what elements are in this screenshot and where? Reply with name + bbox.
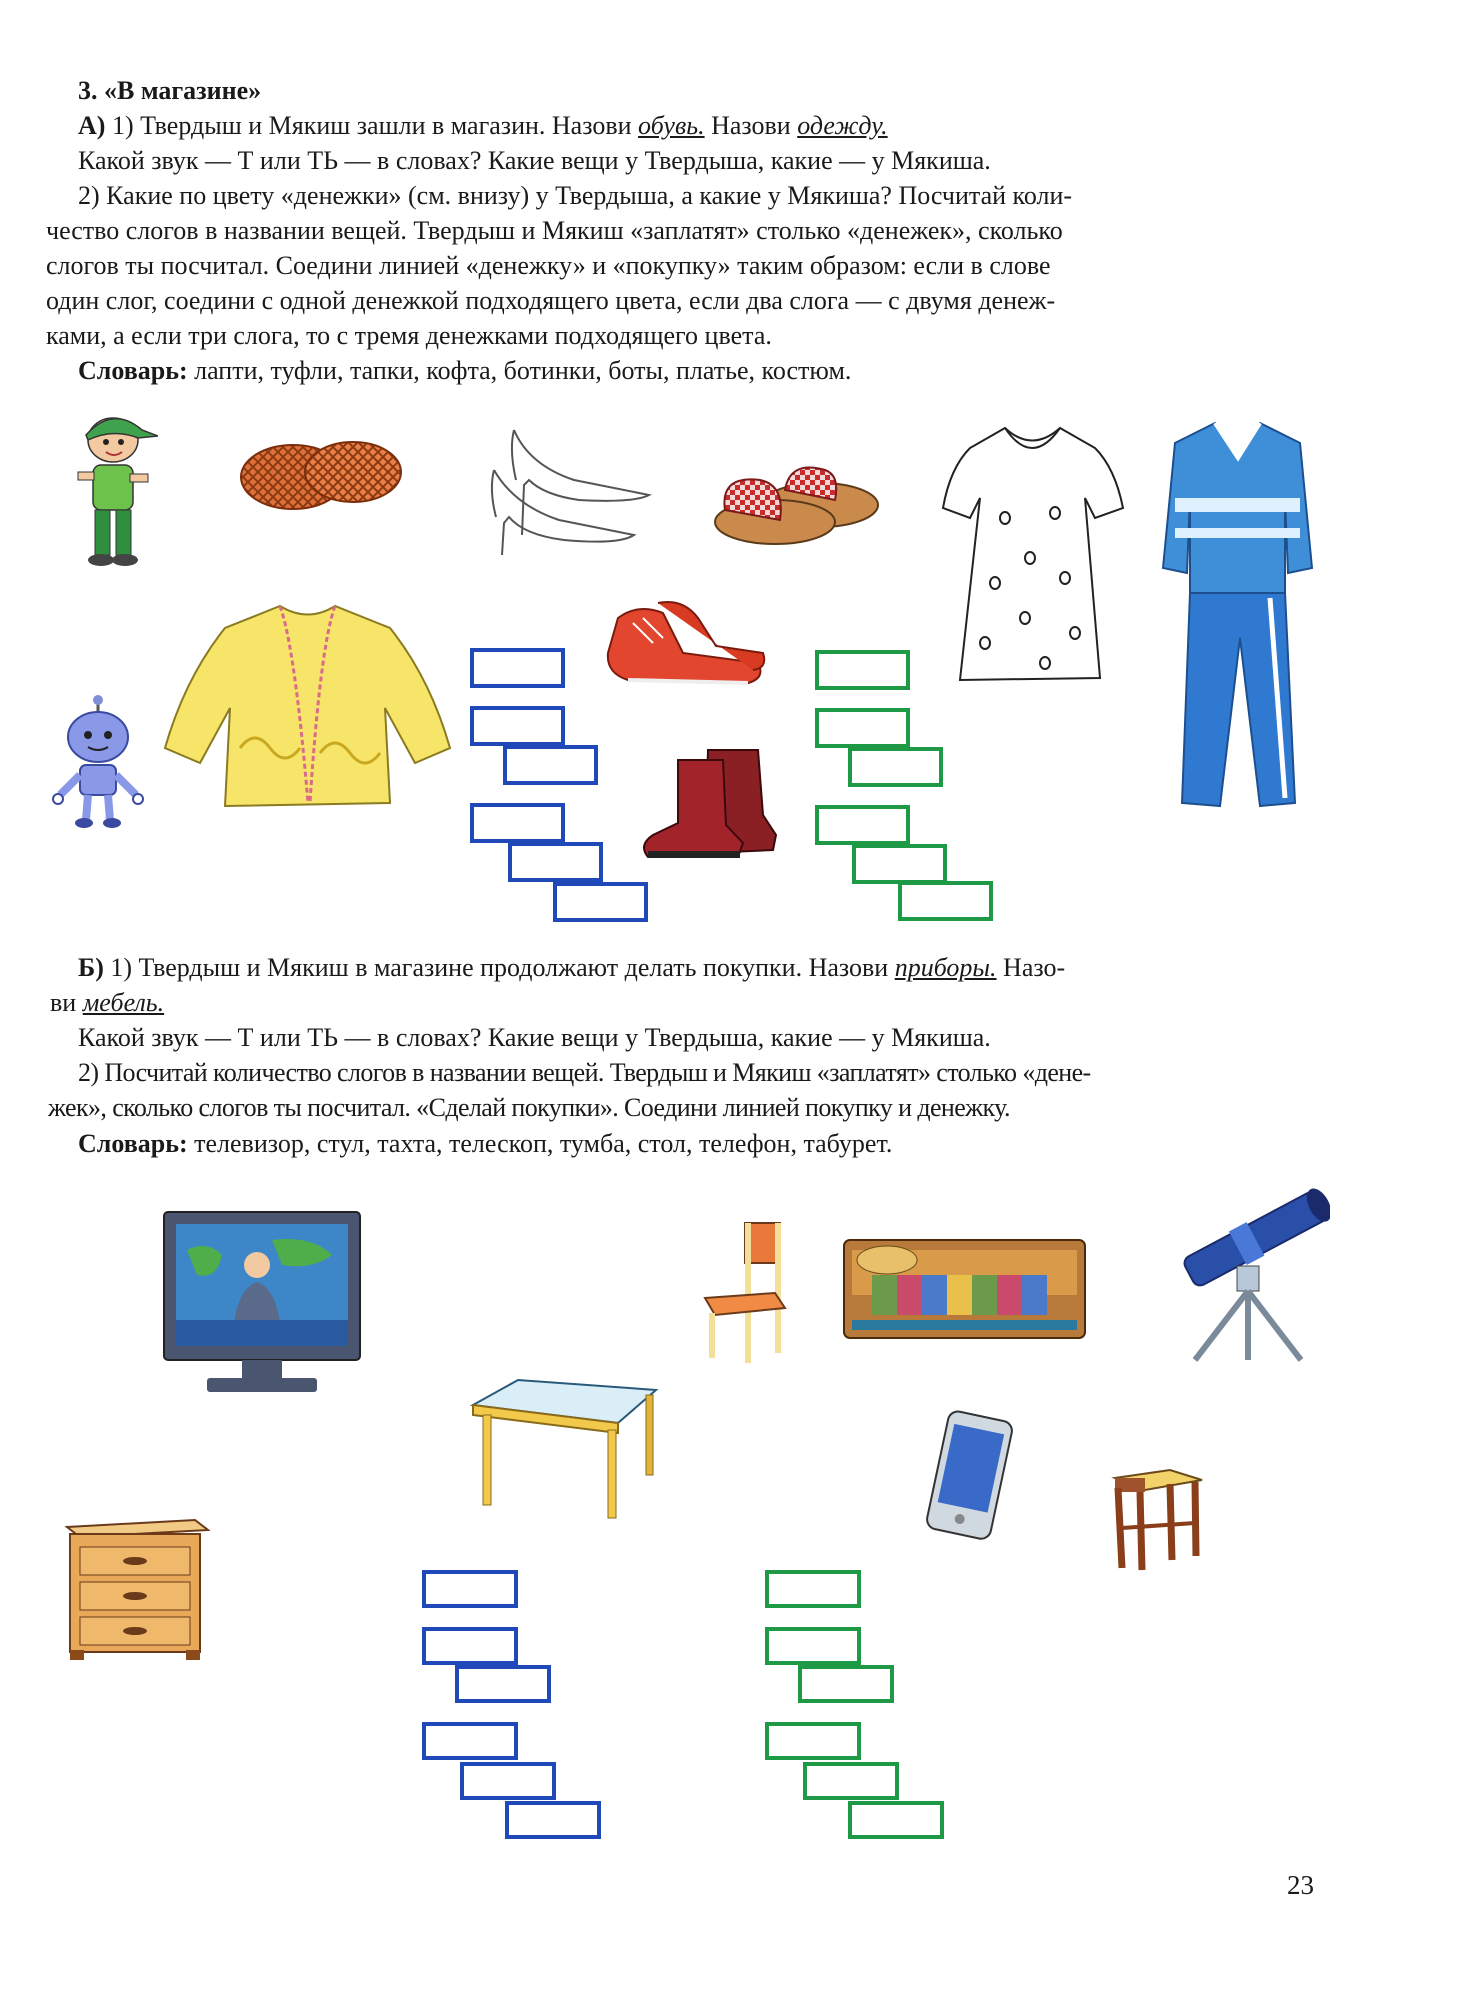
word-clothes: одежду. — [797, 111, 888, 140]
exercise-title: 3. «В магазине» — [78, 76, 262, 105]
tracksuit-icon — [1160, 418, 1315, 813]
part-b-line-1 — [78, 950, 1065, 985]
slippers-icon — [700, 440, 880, 550]
ottoman-sofa-icon — [842, 1230, 1087, 1340]
page-number: 23 — [1287, 1870, 1314, 1900]
coin-green[interactable] — [765, 1627, 861, 1665]
coin-blue[interactable] — [470, 706, 565, 746]
part-b-line-1-tail: Назо- — [996, 953, 1066, 982]
coin-green[interactable] — [848, 1801, 944, 1839]
part-a-line-7: ками, а если три слога, то с тремя денежками подходящего цвета. — [46, 321, 772, 350]
lapti-icon — [238, 432, 403, 517]
coin-blue[interactable] — [460, 1762, 556, 1800]
part-b-dictionary — [78, 1126, 892, 1161]
part-a-line-3: 2) Какие по цвету «денежки» (см. внизу) у Твердыша, а какие у Мякиша? Посчитай коли- — [78, 181, 1073, 210]
coin-blue[interactable] — [455, 1665, 551, 1703]
robot-myakish-icon — [50, 695, 145, 830]
part-b-label: Б) — [78, 953, 104, 982]
part-b-line-2-pre: ви — [50, 988, 83, 1017]
part-a-line-1 — [78, 108, 888, 143]
dictionary-words: лапти, туфли, тапки, кофта, ботинки, боты, платье, костюм. — [187, 356, 852, 385]
part-b-line-4: 2) Посчитай количество слогов в названии вещей. Твердыш и Мякиш «заплатят» столько «дене- — [78, 1058, 1091, 1087]
stool-icon — [1110, 1468, 1205, 1573]
coin-green[interactable] — [815, 708, 910, 748]
phone-icon — [922, 1410, 1017, 1540]
red-boots-icon — [598, 598, 768, 693]
word-devices: приборы. — [894, 953, 997, 982]
coin-blue[interactable] — [508, 842, 603, 882]
part-a-line-5: слогов ты посчитал. Соедини линией «денежку» и «покупку» таким образом: если в слове — [46, 251, 1051, 280]
coin-green[interactable] — [803, 1762, 899, 1800]
word-shoes: обувь. — [638, 111, 705, 140]
telescope-icon — [1175, 1178, 1330, 1363]
dictionary-label: Словарь: — [78, 1129, 188, 1158]
coin-green[interactable] — [815, 805, 910, 845]
ankle-boots-icon — [638, 745, 778, 860]
part-a-line-2: Какой звук — Т или ТЬ — в словах? Какие вещи у Твердыша, какие — у Мякиша. — [78, 146, 991, 175]
coin-blue[interactable] — [553, 882, 648, 922]
nightstand-icon — [65, 1512, 210, 1662]
part-a-label: А) — [78, 111, 106, 140]
word-furniture: мебель. — [82, 988, 165, 1017]
coin-green[interactable] — [765, 1722, 861, 1760]
coin-blue[interactable] — [422, 1722, 518, 1760]
coin-green[interactable] — [898, 881, 993, 921]
dress-icon — [935, 418, 1130, 688]
part-a-line-4: чество слогов в названии вещей. Твердыш и Мякиш «заплатят» столько «денежек», сколько — [46, 216, 1063, 245]
boy-tverdysh-icon — [68, 410, 158, 570]
part-b-line-1-text: 1) Твердыш и Мякиш в магазине продолжают делать покупки. Назови — [103, 953, 895, 982]
coin-blue[interactable] — [422, 1627, 518, 1665]
part-b-line-3: Какой звук — Т или ТЬ — в словах? Какие вещи у Твердыша, какие — у Мякиша. — [78, 1023, 991, 1052]
coin-blue[interactable] — [470, 648, 565, 688]
coin-green[interactable] — [852, 844, 947, 884]
tv-icon — [162, 1210, 362, 1395]
part-b-line-2 — [50, 985, 164, 1020]
part-b-line-5: жек», сколько слогов ты посчитал. «Сделай покупки». Соедини линией покупку и денежку. — [48, 1093, 1010, 1122]
high-heel-shoes-icon — [484, 425, 654, 560]
coin-green[interactable] — [815, 650, 910, 690]
part-a-line-6: один слог, соедини с одной денежкой подходящего цвета, если два слога — с двумя денеж- — [46, 286, 1056, 315]
coin-blue[interactable] — [470, 803, 565, 843]
coin-green[interactable] — [848, 747, 943, 787]
cardigan-icon — [160, 598, 455, 813]
coin-blue[interactable] — [505, 1801, 601, 1839]
part-a-line-1-text: 1) Твердыш и Мякиш зашли в магазин. Назови — [105, 111, 639, 140]
coin-blue[interactable] — [503, 745, 598, 785]
part-a-line-1-mid: Назови — [704, 111, 798, 140]
coin-blue[interactable] — [422, 1570, 518, 1608]
dictionary-label: Словарь: — [78, 356, 188, 385]
dictionary-words: телевизор, стул, тахта, телескоп, тумба, стол, телефон, табурет. — [187, 1129, 893, 1158]
coin-green[interactable] — [798, 1665, 894, 1703]
table-icon — [468, 1375, 658, 1520]
part-a-dictionary — [78, 353, 851, 388]
coin-green[interactable] — [765, 1570, 861, 1608]
chair-icon — [700, 1218, 790, 1368]
